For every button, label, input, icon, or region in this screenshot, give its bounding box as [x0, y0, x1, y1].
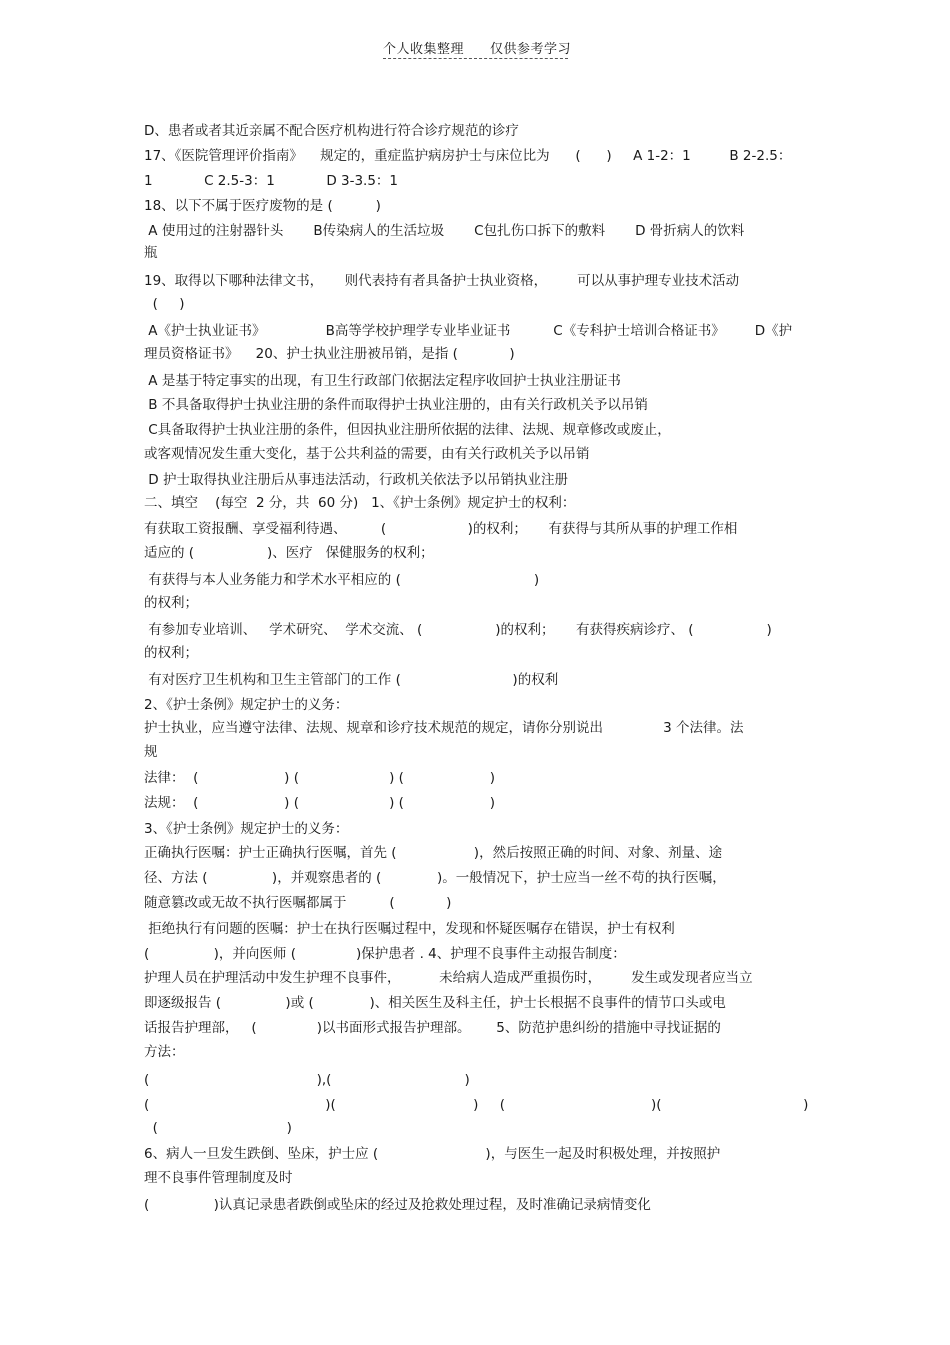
text-line: ( ): [144, 296, 185, 312]
text-line: 拒绝执行有问题的医嘱：护士在执行医嘱过程中，发现和怀疑医嘱存在错误，护士有权利: [144, 921, 675, 937]
text-line: 1 C 2.5-3：1 D 3-3.5：1: [144, 173, 399, 189]
text-line: 法规： ( ) ( ) ( ): [144, 795, 496, 811]
text-line: 瓶: [144, 245, 158, 261]
text-line: 有参加专业培训、 学术研究、 学术交流、 ( )的权利； 有获得疾病诊疗、 ( ): [144, 622, 772, 638]
text-line: 的权利；: [144, 645, 198, 661]
text-line: C具备取得护士执业注册的条件，但因执业注册所依据的法律、法规、规章修改或废止，: [144, 422, 671, 438]
text-line: B 不具备取得护士执业注册的条件而取得护士执业注册的，由有关行政机关予以吊销: [144, 397, 648, 413]
text-line: 6、病人一旦发生跌倒、坠床，护士应 ( )，与医生一起及时积极处理，并按照护: [144, 1146, 721, 1162]
text-line: 二、填空 (每空 2 分，共 60 分) 1、《护士条例》规定护士的权利：: [144, 495, 576, 511]
text-line: 17、《医院管理评价指南》 规定的，重症监护病房护士与床位比为 ( ) A 1-2：1 B 2-2.5：: [144, 148, 792, 164]
text-line: ( )( ) ( )( ): [144, 1097, 809, 1113]
text-line: 径、方法 ( )，并观察患者的 ( )。一般情况下，护士应当一丝不苟的执行医嘱，: [144, 870, 726, 886]
header-divider: [383, 58, 568, 59]
text-line: ( ),( ): [144, 1072, 470, 1088]
header-right-text: 仅供参考学习: [490, 42, 572, 57]
text-line: A《护士执业证书》 B高等学校护理学专业毕业证书 C《专科护士培训合格证书》 D《护: [144, 323, 793, 339]
text-line: 2、《护士条例》规定护士的义务：: [144, 697, 349, 713]
text-line: 3、《护士条例》规定护士的义务：: [144, 821, 349, 837]
header-left-text: 个人收集整理: [383, 42, 465, 57]
text-line: D 护士取得执业注册后从事违法活动，行政机关依法予以吊销执业注册: [144, 472, 568, 488]
text-line: D、患者或者其近亲属不配合医疗机构进行符合诊疗规范的诊疗: [144, 123, 519, 139]
text-line: 19、取得以下哪种法律文书， 则代表持有者具备护士执业资格， 可以从事护理专业技术活动: [144, 273, 740, 289]
text-line: 有获取工资报酬、享受福利待遇、 ( )的权利； 有获得与其所从事的护理工作相: [144, 521, 738, 537]
text-line: 规: [144, 744, 158, 760]
text-line: 的权利；: [144, 595, 198, 611]
text-line: 有获得与本人业务能力和学术水平相应的 ( ): [144, 572, 540, 588]
text-line: 理不良事件管理制度及时: [144, 1170, 293, 1186]
text-line: 正确执行医嘱：护士正确执行医嘱，首先 ( )，然后按照正确的时间、对象、剂量、途: [144, 845, 723, 861]
text-line: 或客观情况发生重大变化，基于公共利益的需要，由有关行政机关予以吊销: [144, 446, 590, 462]
text-line: A 使用过的注射器针头 B传染病人的生活垃圾 C包扎伤口拆下的敷料 D 骨折病人的饮料: [144, 223, 745, 239]
text-line: 话报告护理部， ( )以书面形式报告护理部。 5、防范护患纠纷的措施中寻找证据的: [144, 1020, 721, 1036]
text-line: ( ): [144, 1120, 292, 1136]
text-line: ( )，并向医师 ( )保护患者 . 4、护理不良事件主动报告制度：: [144, 946, 626, 962]
text-line: A 是基于特定事实的出现，有卫生行政部门依据法定程序收回护士执业注册证书: [144, 373, 621, 389]
text-line: 理员资格证书》 20、护士执业注册被吊销，是指 ( ): [144, 346, 515, 362]
text-line: 18、以下不属于医疗废物的是 ( ): [144, 198, 381, 214]
text-line: 护理人员在护理活动中发生护理不良事件， 未给病人造成严重损伤时， 发生或发现者应当立: [144, 970, 753, 986]
text-line: 护士执业，应当遵守法律、法规、规章和诊疗技术规范的规定，请你分别说出 3 个法律。法: [144, 720, 744, 736]
text-line: 适应的 ( )、医疗 保健服务的权利；: [144, 545, 434, 561]
page-header: [383, 38, 572, 57]
text-line: ( )认真记录患者跌倒或坠床的经过及抢救处理过程，及时准确记录病情变化: [144, 1197, 651, 1213]
text-line: 即逐级报告 ( )或 ( )、相关医生及科主任，护士长根据不良事件的情节口头或电: [144, 995, 726, 1011]
text-line: 有对医疗卫生机构和卫生主管部门的工作 ( )的权利: [144, 672, 559, 688]
text-line: 方法：: [144, 1044, 185, 1060]
text-line: 法律： ( ) ( ) ( ): [144, 770, 496, 786]
text-line: 随意篡改或无故不执行医嘱都属于 ( ): [144, 895, 452, 911]
